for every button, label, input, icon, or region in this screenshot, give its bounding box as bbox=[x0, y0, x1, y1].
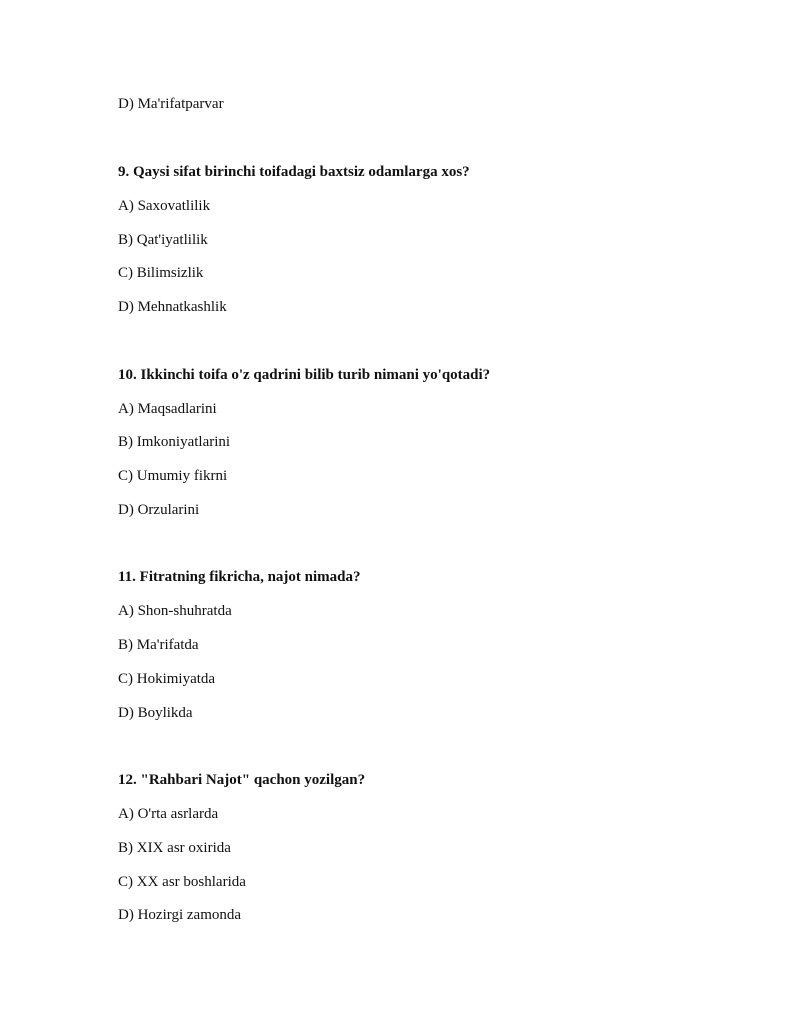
question-12-option-b: B) XIX asr oxirida bbox=[118, 840, 231, 856]
question-11-option-c: C) Hokimiyatda bbox=[118, 671, 216, 687]
question-10: 10. Ikkinchi toifa o'z qadrini bilib turib nimani yo'qotadi? bbox=[118, 367, 491, 383]
question-10-option-d: D) Orzularini bbox=[118, 502, 200, 518]
question-9-option-c: C) Bilimsizlik bbox=[118, 265, 204, 281]
question-9-option-b: B) Qat'iyatlilik bbox=[118, 232, 208, 248]
question-12: 12. "Rahbari Najot" qachon yozilgan? bbox=[118, 772, 366, 788]
question-11: 11. Fitratning fikricha, najot nimada? bbox=[118, 569, 361, 585]
question-10-option-c: C) Umumiy fikrni bbox=[118, 468, 228, 484]
question-10-option-b: B) Imkoniyatlarini bbox=[118, 434, 231, 450]
question-9-option-d: D) Mehnatkashlik bbox=[118, 299, 227, 315]
question-12-option-c: C) XX asr boshlarida bbox=[118, 874, 246, 890]
question-9-option-a: A) Saxovatlilik bbox=[118, 198, 211, 214]
question-9: 9. Qaysi sifat birinchi toifadagi baxtsiz odamlarga xos? bbox=[118, 164, 470, 180]
previous-option-d: D) Ma'rifatparvar bbox=[118, 96, 224, 112]
question-11-option-a: A) Shon-shuhratda bbox=[118, 603, 232, 619]
question-12-option-a: A) O'rta asrlarda bbox=[118, 806, 219, 822]
question-10-option-a: A) Maqsadlarini bbox=[118, 401, 217, 417]
question-11-option-d: D) Boylikda bbox=[118, 705, 193, 721]
question-12-option-d: D) Hozirgi zamonda bbox=[118, 907, 242, 923]
question-11-option-b: B) Ma'rifatda bbox=[118, 637, 199, 653]
